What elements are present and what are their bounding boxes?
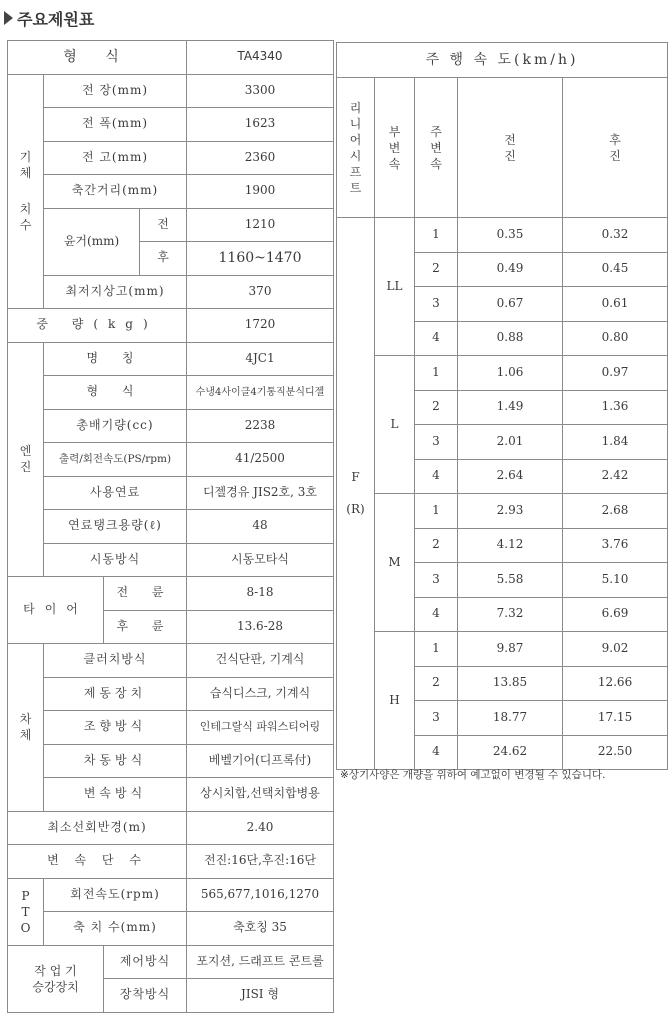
power-value: 41/2500 xyxy=(187,443,334,477)
forward-speed: 1.49 xyxy=(458,390,563,425)
clutch-label: 클러치방식 xyxy=(44,644,187,678)
forward-speed: 4.12 xyxy=(458,528,563,563)
forward-speed: 2.93 xyxy=(458,494,563,529)
range-l: L xyxy=(375,356,415,494)
spec-head-label: 형 식 xyxy=(8,41,187,75)
col-backward: 후 진 xyxy=(563,78,668,218)
section-header xyxy=(4,4,94,32)
forward-speed: 0.35 xyxy=(458,218,563,253)
tread-rear-value: 1160~1470 xyxy=(187,242,334,276)
backward-speed: 2.42 xyxy=(563,459,668,494)
col-sub-shift: 부 변 속 xyxy=(375,78,415,218)
wheelbase-value: 1900 xyxy=(187,175,334,209)
forward-speed: 18.77 xyxy=(458,701,563,736)
forward-speed: 2.64 xyxy=(458,459,563,494)
pto-shaft-label: 축 치 수(mm) xyxy=(44,912,187,946)
backward-speed: 3.76 xyxy=(563,528,668,563)
forward-speed: 24.62 xyxy=(458,735,563,770)
fuel-tank-value: 48 xyxy=(187,510,334,544)
backward-speed: 0.97 xyxy=(563,356,668,391)
height-value: 2360 xyxy=(187,141,334,175)
main-gear: 1 xyxy=(415,218,458,253)
group-pto: P T O xyxy=(8,878,44,945)
group-lift: 작 업 기 승강장치 xyxy=(8,945,104,1012)
footnote: ※상기사양은 개량을 위하여 예고없이 변경될 수 있습니다. xyxy=(340,769,606,781)
speed-title: 주 행 속 도(km/h) xyxy=(337,43,668,78)
triangle-bullet-icon xyxy=(4,11,13,25)
main-gear: 2 xyxy=(415,252,458,287)
backward-speed: 6.69 xyxy=(563,597,668,632)
width-label: 전 폭(mm) xyxy=(44,108,187,142)
weight-value: 1720 xyxy=(187,309,334,343)
engine-type-label: 형 식 xyxy=(44,376,187,410)
starting-value: 시동모타식 xyxy=(187,543,334,577)
gear-steps-value: 전진:16단,후진:16단 xyxy=(187,845,334,879)
backward-speed: 17.15 xyxy=(563,701,668,736)
fuel-label: 사용연료 xyxy=(44,476,187,510)
range-h: H xyxy=(375,632,415,770)
turning-radius-label: 최소선회반경(m) xyxy=(8,811,187,845)
col-main-shift: 주 변 속 xyxy=(415,78,458,218)
forward-speed: 1.06 xyxy=(458,356,563,391)
shift-label: F xyxy=(351,469,360,484)
width-value: 1623 xyxy=(187,108,334,142)
turning-radius-value: 2.40 xyxy=(187,811,334,845)
speed-row xyxy=(337,356,668,391)
forward-speed: 5.58 xyxy=(458,563,563,598)
backward-speed: 1.36 xyxy=(563,390,668,425)
backward-speed: 5.10 xyxy=(563,563,668,598)
starting-label: 시동방식 xyxy=(44,543,187,577)
differential-value: 베벨기어(디프록付) xyxy=(187,744,334,778)
ground-clearance-value: 370 xyxy=(187,275,334,309)
weight-label: 중 량(kg) xyxy=(8,309,187,343)
section-title: 주요제원표 xyxy=(17,9,95,29)
tread-front-label: 전 xyxy=(140,208,187,242)
tread-front-value: 1210 xyxy=(187,208,334,242)
backward-speed: 12.66 xyxy=(563,666,668,701)
main-gear: 3 xyxy=(415,563,458,598)
backward-speed: 0.45 xyxy=(563,252,668,287)
speed-row xyxy=(337,218,668,253)
fuel-tank-label: 연료탱크용량(ℓ) xyxy=(44,510,187,544)
tire-front-label: 전 륜 xyxy=(104,577,187,611)
main-gear: 3 xyxy=(415,701,458,736)
range-ll: LL xyxy=(375,218,415,356)
shift-label-r: (R) xyxy=(346,501,365,516)
height-label: 전 고(mm) xyxy=(44,141,187,175)
main-gear: 2 xyxy=(415,390,458,425)
gear-steps-label: 변 속 단 수 xyxy=(8,845,187,879)
pto-speed-value: 565,677,1016,1270 xyxy=(187,878,334,912)
backward-speed: 0.80 xyxy=(563,321,668,356)
col-reverse-shift: 리 니 어 시 프 트 xyxy=(337,78,375,218)
engine-name-label: 명 칭 xyxy=(44,342,187,376)
group-tire: 타이어 xyxy=(8,577,104,644)
backward-speed: 2.68 xyxy=(563,494,668,529)
main-gear: 2 xyxy=(415,528,458,563)
spec-table xyxy=(7,40,334,1013)
backward-speed: 1.84 xyxy=(563,425,668,460)
transmission-value: 상시치합,선택치합병용 xyxy=(187,778,334,812)
pto-shaft-value: 축호칭 35 xyxy=(187,912,334,946)
engine-name-value: 4JC1 xyxy=(187,342,334,376)
main-gear: 1 xyxy=(415,356,458,391)
steering-label: 조향방식 xyxy=(44,711,187,745)
group-engine: 엔 진 xyxy=(8,342,44,577)
group-dimensions: 기 체 치 수 xyxy=(8,74,44,309)
backward-speed: 22.50 xyxy=(563,735,668,770)
forward-speed: 9.87 xyxy=(458,632,563,667)
differential-label: 차동방식 xyxy=(44,744,187,778)
steering-value: 인테그랄식 파워스티어링 xyxy=(187,711,334,745)
lift-mount-label: 장착방식 xyxy=(104,979,187,1013)
main-gear: 4 xyxy=(415,321,458,356)
length-value: 3300 xyxy=(187,74,334,108)
forward-speed: 0.67 xyxy=(458,287,563,322)
forward-speed: 13.85 xyxy=(458,666,563,701)
ground-clearance-label: 최저지상고(mm) xyxy=(44,275,187,309)
power-label: 출력/회전속도(PS/rpm) xyxy=(44,443,187,477)
tire-rear-value: 13.6-28 xyxy=(187,610,334,644)
group-body: 차 체 xyxy=(8,644,44,812)
clutch-value: 건식단판, 기계식 xyxy=(187,644,334,678)
pto-speed-label: 회전속도(rpm) xyxy=(44,878,187,912)
backward-speed: 0.61 xyxy=(563,287,668,322)
range-m: M xyxy=(375,494,415,632)
main-gear: 4 xyxy=(415,459,458,494)
main-gear: 4 xyxy=(415,735,458,770)
lift-mount-value: JISI 형 xyxy=(187,979,334,1013)
length-label: 전 장(mm) xyxy=(44,74,187,108)
brake-label: 제동장치 xyxy=(44,677,187,711)
main-gear: 2 xyxy=(415,666,458,701)
engine-type-value: 수냉4사이클4기통직분식디젤 xyxy=(187,376,334,410)
main-gear: 4 xyxy=(415,597,458,632)
forward-speed: 2.01 xyxy=(458,425,563,460)
main-gear: 1 xyxy=(415,494,458,529)
shift-cell xyxy=(337,218,375,770)
speed-row xyxy=(337,632,668,667)
displacement-label: 총배기량(cc) xyxy=(44,409,187,443)
brake-value: 습식디스크, 기계식 xyxy=(187,677,334,711)
col-forward: 전 진 xyxy=(458,78,563,218)
forward-speed: 7.32 xyxy=(458,597,563,632)
lift-control-value: 포지션, 드래프트 콘트롤 xyxy=(187,945,334,979)
main-gear: 3 xyxy=(415,425,458,460)
forward-speed: 0.88 xyxy=(458,321,563,356)
main-gear: 1 xyxy=(415,632,458,667)
main-gear: 3 xyxy=(415,287,458,322)
forward-speed: 0.49 xyxy=(458,252,563,287)
speed-table xyxy=(336,42,668,770)
tread-rear-label: 후 xyxy=(140,242,187,276)
wheelbase-label: 축간거리(mm) xyxy=(44,175,187,209)
speed-row xyxy=(337,494,668,529)
lift-control-label: 제어방식 xyxy=(104,945,187,979)
tire-rear-label: 후 륜 xyxy=(104,610,187,644)
tread-label: 윤거(mm) xyxy=(44,208,140,275)
transmission-label: 변속방식 xyxy=(44,778,187,812)
spec-head-value: TA4340 xyxy=(187,41,334,75)
backward-speed: 9.02 xyxy=(563,632,668,667)
fuel-value: 디젤경유 JIS2호, 3호 xyxy=(187,476,334,510)
backward-speed: 0.32 xyxy=(563,218,668,253)
tire-front-value: 8-18 xyxy=(187,577,334,611)
displacement-value: 2238 xyxy=(187,409,334,443)
